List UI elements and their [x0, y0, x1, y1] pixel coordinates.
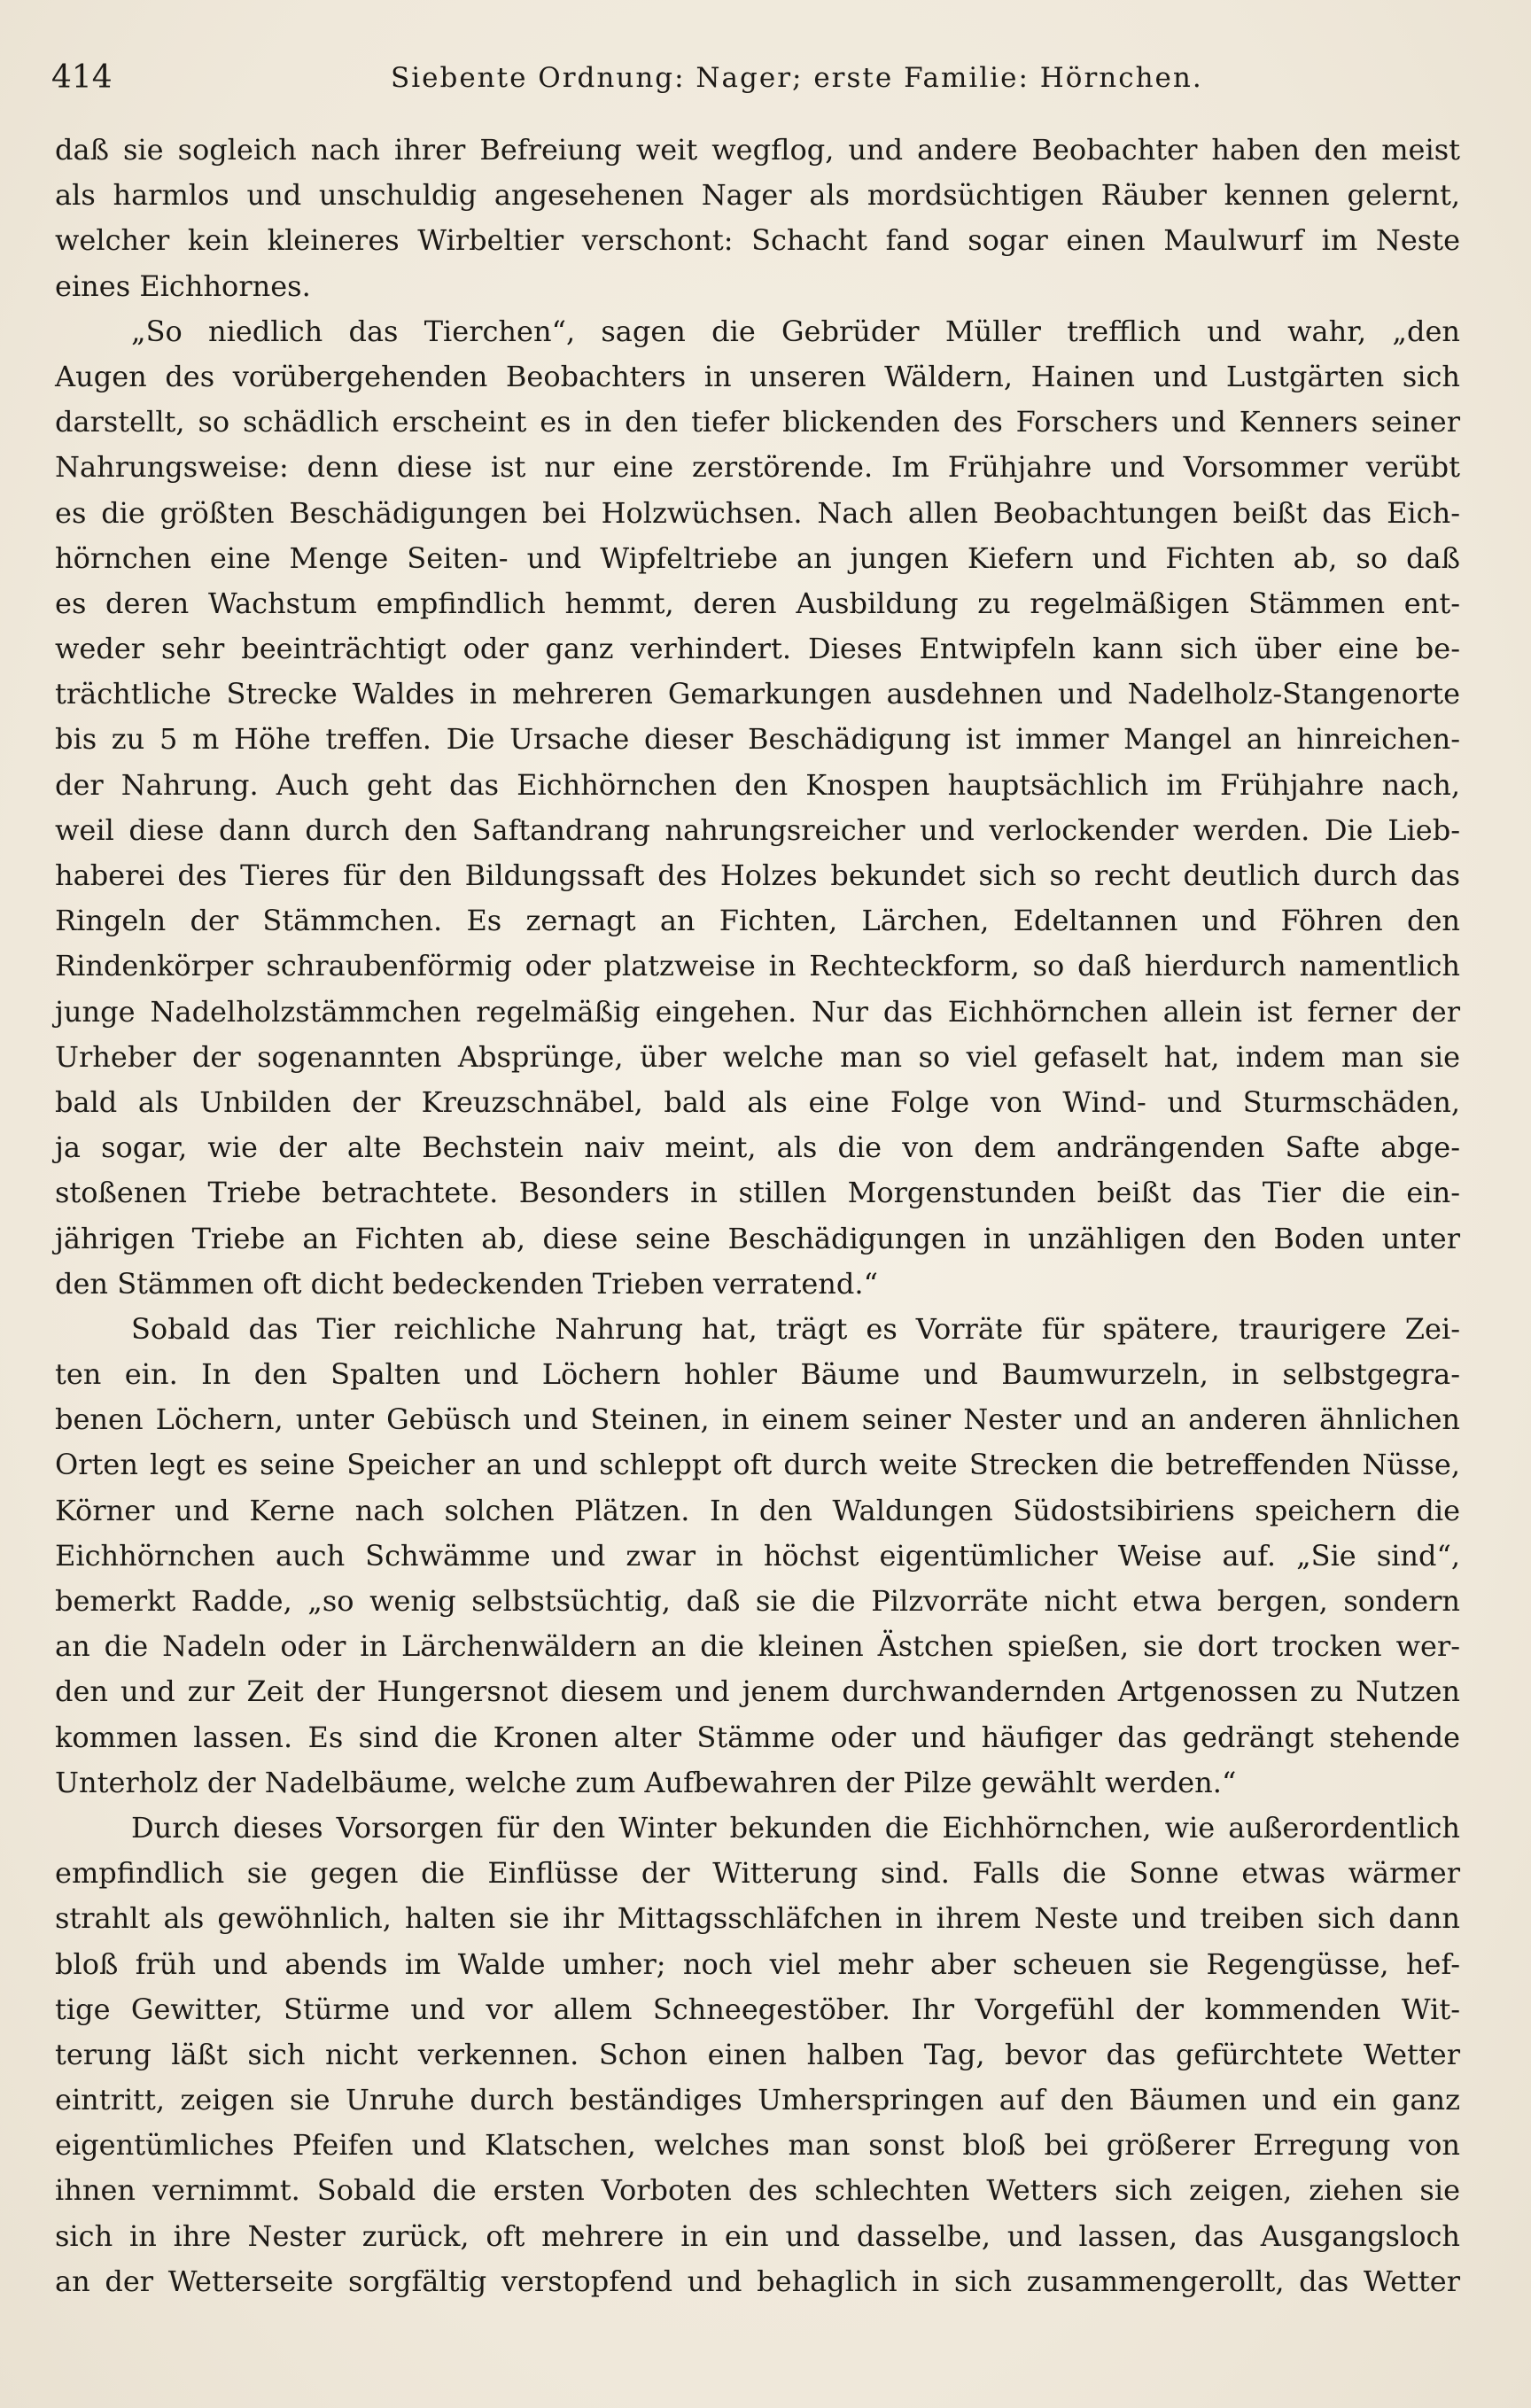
text-line: „So niedlich das Tierchen“, sagen die Gebrüder Müller trefflich und wahr, „den — [131, 314, 1460, 348]
text-line: Rindenkörper schraubenförmig oder platzweise in Rechteckform, so daß hierdurch namentlich — [55, 949, 1460, 983]
running-head — [51, 51, 1451, 105]
text-line: jährigen Triebe an Fichten ab, diese seine Beschädigungen in unzähligen den Boden unter — [55, 1221, 1460, 1255]
text-line: Körner und Kerne nach solchen Plätzen. In den Waldungen Südostsibiriens speichern die — [55, 1493, 1460, 1527]
text-line: es die größten Beschädigungen bei Holzwüchsen. Nach allen Beobachtungen beißt das Eich- — [55, 495, 1460, 530]
text-line: der Nahrung. Auch geht das Eichhörnchen den Knospen hauptsächlich im Frühjahre nach, — [55, 767, 1460, 802]
text-line: terung läßt sich nicht verkennen. Schon einen halben Tag, bevor das gefürchtete Wetter — [55, 2037, 1460, 2071]
text-line: eigentümliches Pfeifen und Klatschen, welches man sonst bloß bei größerer Erregung von — [55, 2128, 1460, 2163]
page-number: 414 — [51, 59, 113, 96]
text-line: bloß früh und abends im Walde umher; noch viel mehr aber scheuen sie Regengüsse, hef- — [55, 1946, 1460, 1981]
text-line: ja sogar, wie der alte Bechstein naiv meint, als die von dem andrängenden Safte abge- — [55, 1130, 1460, 1165]
text-line: ihnen vernimmt. Sobald die ersten Vorboten des schlechten Wetters sich zeigen, ziehen sie — [55, 2173, 1460, 2208]
text-line: empfindlich sie gegen die Einflüsse der Witterung sind. Falls die Sonne etwas wärmer — [55, 1856, 1460, 1891]
text-line: Unterholz der Nadelbäume, welche zum Aufbewahren der Pilze gewählt werden.“ — [55, 1765, 1237, 1799]
text-line: eintritt, zeigen sie Unruhe durch beständiges Umherspringen auf den Bäumen und ein ganz — [55, 2083, 1460, 2117]
text-line: Nahrungsweise: denn diese ist nur eine zerstörende. Im Frühjahre und Vorsommer verübt — [55, 450, 1460, 485]
text-line: bis zu 5 m Höhe treffen. Die Ursache dieser Beschädigung ist immer Mangel an hinreichen- — [55, 722, 1460, 757]
text-line: weil diese dann durch den Saftandrang nahrungsreicher und verlockender werden. Die Lieb- — [55, 812, 1460, 847]
text-line: daß sie sogleich nach ihrer Befreiung weit wegflog, und andere Beobachter haben den meist — [55, 133, 1460, 167]
text-line: an der Wetterseite sorgfältig verstopfend und behaglich in sich zusammengerollt, das Wetter — [55, 2264, 1460, 2298]
text-line: welcher kein kleineres Wirbeltier verschont: Schacht fand sogar einen Maulwurf im Neste — [55, 223, 1460, 258]
text-line: Ringeln der Stämmchen. Es zernagt an Fichten, Lärchen, Edeltannen und Föhren den — [55, 904, 1460, 938]
text-line: Eichhörnchen auch Schwämme und zwar in höchst eigentümlicher Weise auf. „Sie sind“, — [55, 1538, 1460, 1573]
text-line: strahlt als gewöhnlich, halten sie ihr Mittagsschläfchen in ihrem Neste und treiben sich dann — [55, 1901, 1460, 1936]
text-line: den und zur Zeit der Hungersnot diesem und jenem durchwandernden Artgenossen zu Nutzen — [55, 1674, 1460, 1709]
text-line: an die Nadeln oder in Lärchenwäldern an die kleinen Ästchen spießen, sie dort trocken wer- — [55, 1629, 1460, 1664]
text-line: darstellt, so schädlich erscheint es in den tiefer blickenden des Forschers und Kenners seiner — [55, 405, 1460, 439]
text-line: trächtliche Strecke Waldes in mehreren Gemarkungen ausdehnen und Nadelholz-Stangenorte — [55, 677, 1460, 711]
text-line: sich in ihre Nester zurück, oft mehrere in ein und dasselbe, und lassen, das Ausgangsloch — [55, 2218, 1460, 2253]
text-line: eines Eichhornes. — [55, 268, 311, 303]
text-line: es deren Wachstum empfindlich hemmt, deren Ausbildung zu regelmäßigen Stämmen ent- — [55, 586, 1460, 620]
text-line: den Stämmen oft dicht bedeckenden Trieben verratend.“ — [55, 1266, 878, 1301]
text-line: weder sehr beeinträchtigt oder ganz verhindert. Dieses Entwipfeln kann sich über eine be- — [55, 632, 1460, 666]
running-title: Siebente Ordnung: Nager; erste Familie: Hörnchen. — [391, 62, 1203, 94]
text-line: Augen des vorübergehenden Beobachters in unseren Wäldern, Hainen und Lustgärten sich — [55, 359, 1460, 393]
text-line: bald als Unbilden der Kreuzschnäbel, bald als eine Folge von Wind- und Sturmschäden, — [55, 1084, 1460, 1119]
text-line: junge Nadelholzstämmchen regelmäßig eingehen. Nur das Eichhörnchen allein ist ferner der — [55, 994, 1460, 1029]
text-line: Sobald das Tier reichliche Nahrung hat, trägt es Vorräte für spätere, traurigere Zei- — [131, 1311, 1460, 1346]
text-line: stoßenen Triebe betrachtete. Besonders in stillen Morgenstunden beißt das Tier die ein- — [55, 1176, 1460, 1210]
text-line: haberei des Tieres für den Bildungssaft des Holzes bekundet sich so recht deutlich durch das — [55, 858, 1460, 892]
text-line: Orten legt es seine Speicher an und schleppt oft durch weite Strecken die betreffenden Nüsse, — [55, 1448, 1460, 1482]
text-line: bemerkt Radde, „so wenig selbstsüchtig, daß sie die Pilzvorräte nicht etwa bergen, sondern — [55, 1584, 1460, 1618]
text-line: benen Löchern, unter Gebüsch und Steinen, in einem seiner Nester und an anderen ähnlichen — [55, 1402, 1460, 1437]
text-line: ten ein. In den Spalten und Löchern hohler Bäume und Baumwurzeln, in selbstgegra- — [55, 1357, 1460, 1392]
body-text — [55, 128, 1460, 2304]
text-line: kommen lassen. Es sind die Kronen alter Stämme oder und häufiger das gedrängt stehende — [55, 1720, 1460, 1754]
text-line: als harmlos und unschuldig angesehenen Nager als mordsüchtigen Räuber kennen gelernt, — [55, 178, 1460, 213]
text-line: Durch dieses Vorsorgen für den Winter bekunden die Eichhörnchen, wie außerordentlich — [131, 1810, 1460, 1845]
text-line: hörnchen eine Menge Seiten- und Wipfeltriebe an jungen Kiefern und Fichten ab, so daß — [55, 540, 1460, 575]
text-line: tige Gewitter, Stürme und vor allem Schneegestöber. Ihr Vorgefühl der kommenden Wit- — [55, 1992, 1460, 2026]
text-line: Urheber der sogenannten Absprünge, über welche man so viel gefaselt hat, indem man sie — [55, 1039, 1460, 1074]
